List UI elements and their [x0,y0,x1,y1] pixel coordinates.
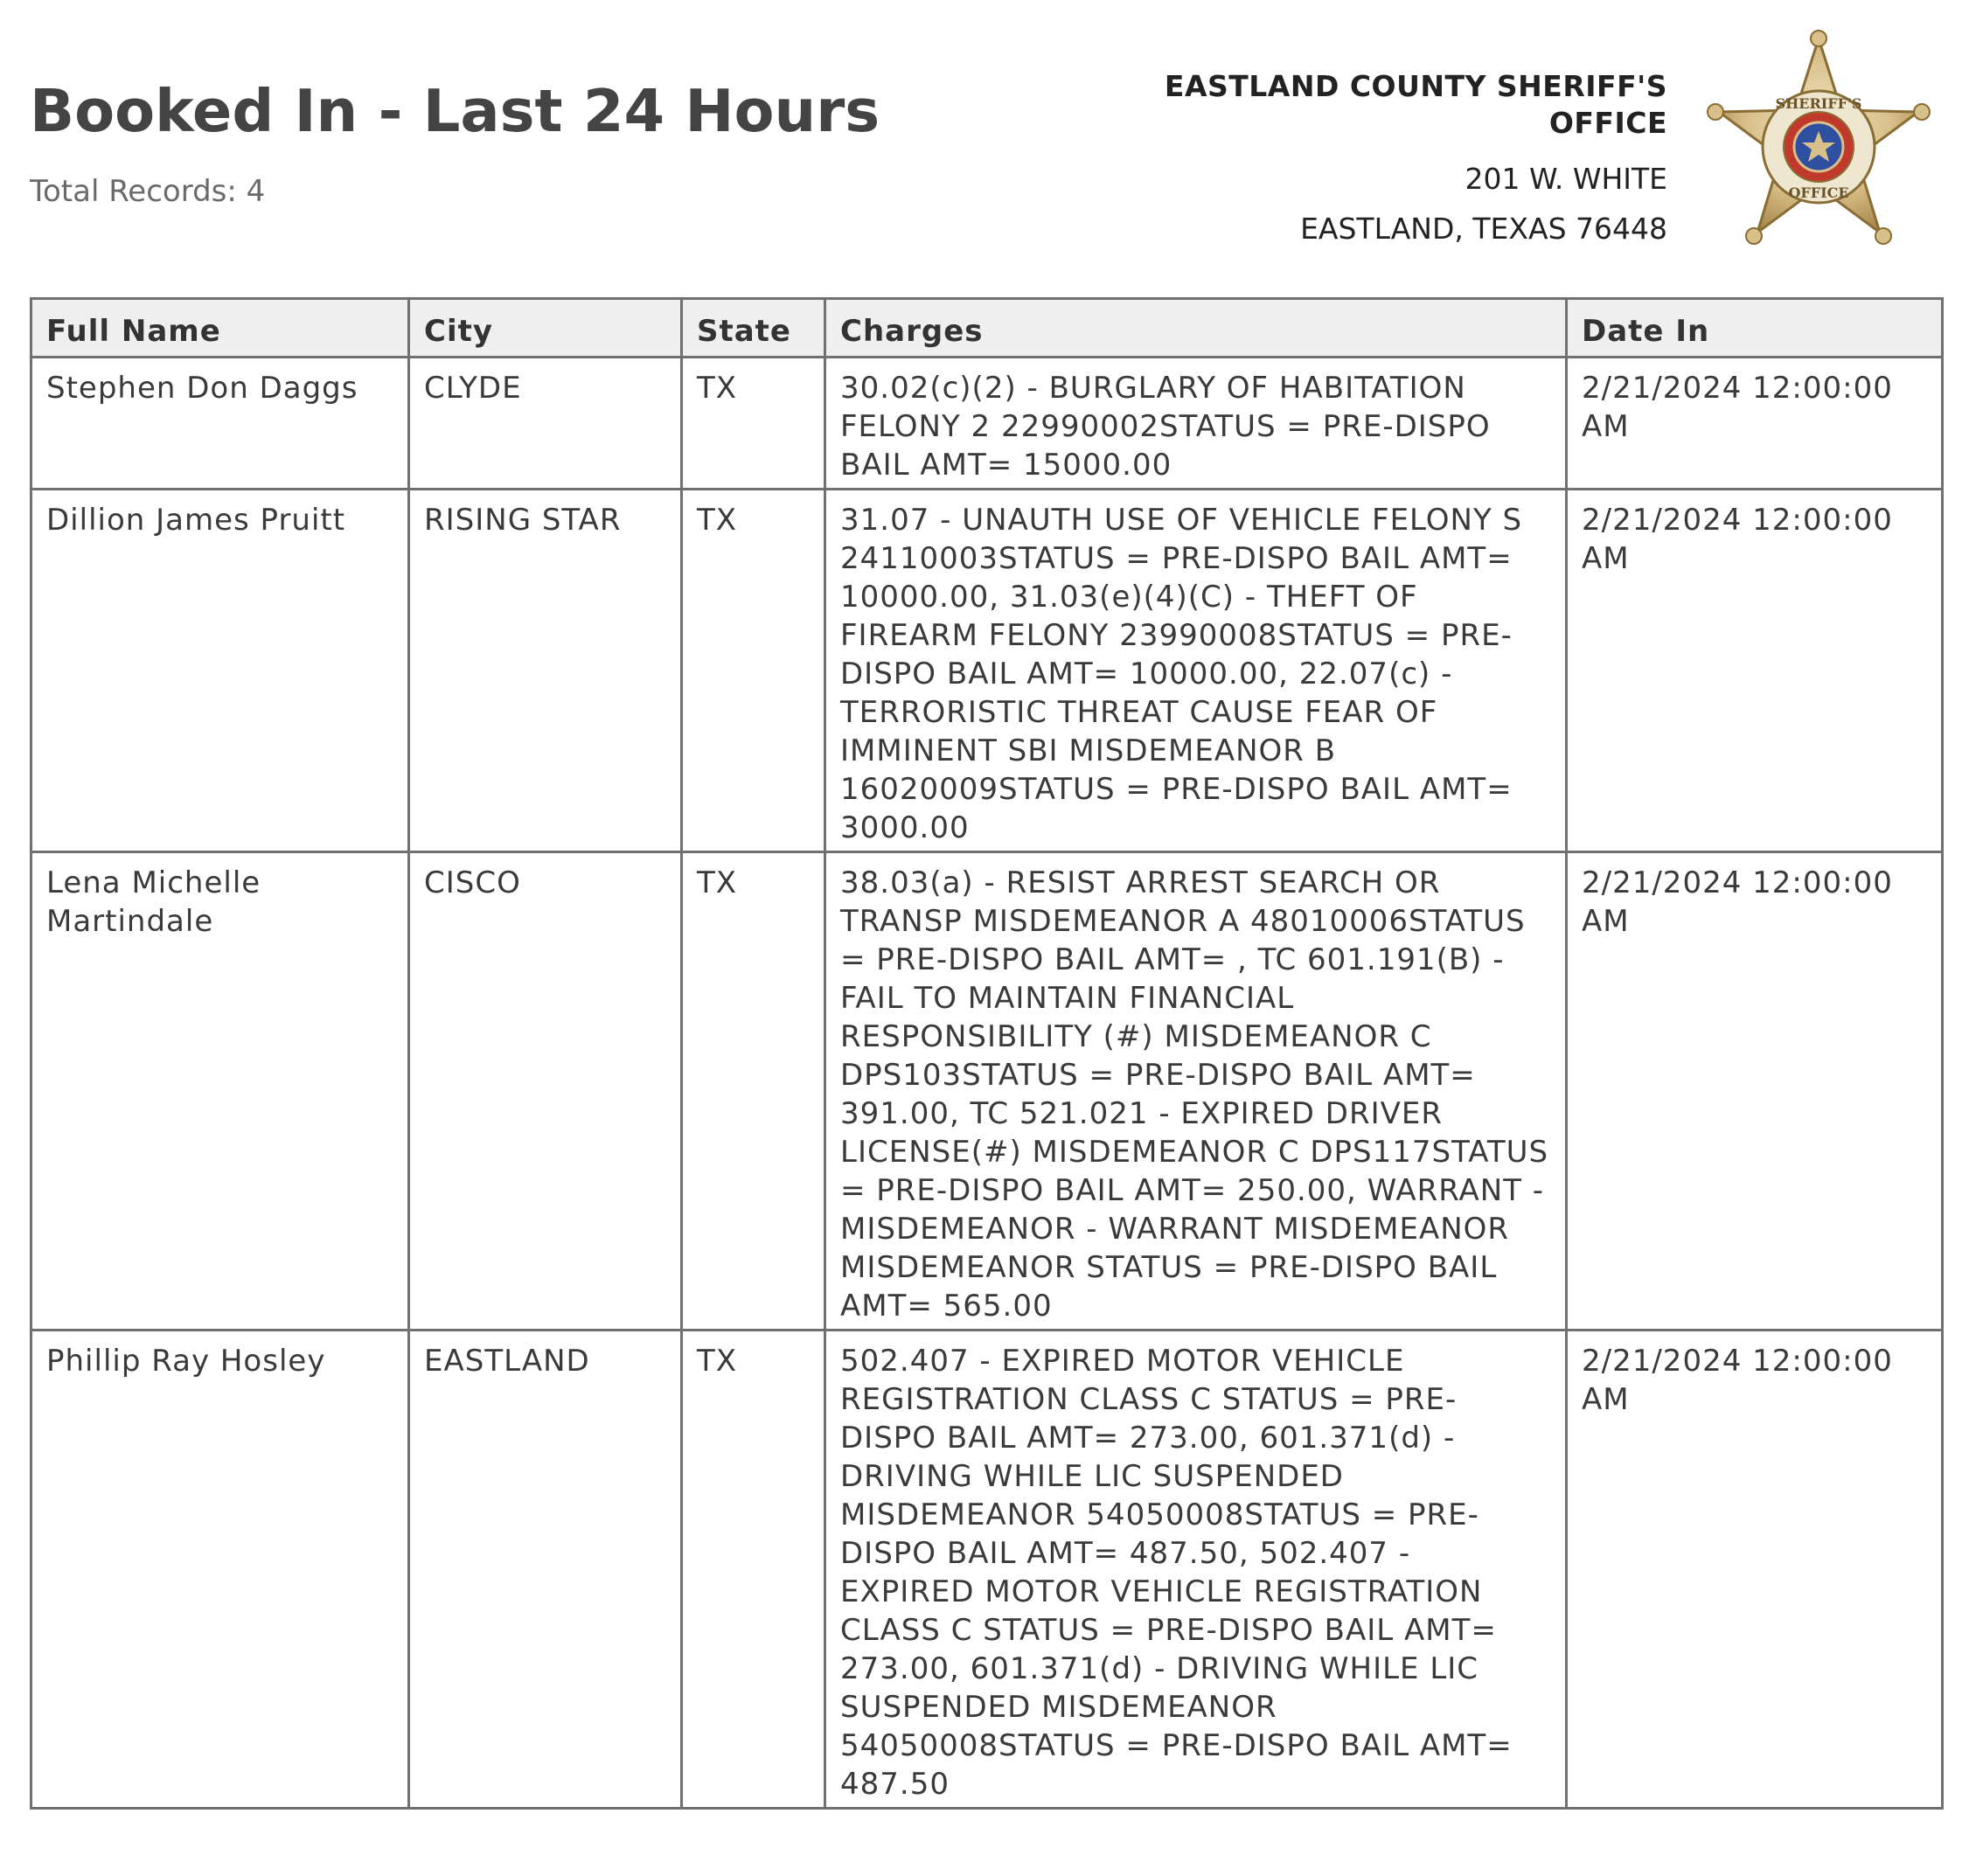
table-row [31,358,1943,490]
cell-city: CLYDE [409,358,682,490]
table-row [31,1331,1943,1809]
table-row [31,852,1943,1331]
cell-full-name: Dillion James Pruitt [31,490,409,852]
cell-date-in: 2/21/2024 12:00:00 AM [1567,358,1943,490]
cell-full-name: Lena Michelle Martindale [31,852,409,1331]
cell-date-in: 2/21/2024 12:00:00 AM [1567,1331,1943,1809]
cell-state: TX [682,490,825,852]
cell-state: TX [682,358,825,490]
cell-city: CISCO [409,852,682,1331]
cell-charges: 502.407 - EXPIRED MOTOR VEHICLE REGISTRATION CLASS C STATUS = PRE-DISPO BAIL AMT= 273.00, 601.371(d) - DRIVING WHILE LIC SUSPENDED MISDEMEANOR 54050008STATUS = PRE-DISPO BAIL AMT= 487.50, 502.407 - EXPIRED MOTOR VEHICLE REGISTRATION CLASS C STATUS = PRE-DISPO BAIL AMT= 273.00, 601.371(d) - DRIVING WHILE LIC SUSPENDED MISDEMEANOR 54050008STATUS = PRE-DISPO BAIL AMT= 487.50 [825,1331,1567,1809]
office-address-line2: EASTLAND, TEXAS 76448 [1300,212,1667,246]
office-info [1090,68,1667,254]
badge-text-top: SHERIFF'S [1775,95,1862,112]
cell-charges: 31.07 - UNAUTH USE OF VEHICLE FELONY S 24110003STATUS = PRE-DISPO BAIL AMT= 10000.00, 31.03(e)(4)(C) - THEFT OF FIREARM FELONY 23990008STATUS = PRE-DISPO BAIL AMT= 10000.00, 22.07(c) - TERRORISTIC THREAT CAUSE FEAR OF IMMINENT SBI MISDEMEANOR B 16020009STATUS = PRE-DISPO BAIL AMT= 3000.00 [825,490,1567,852]
cell-date-in: 2/21/2024 12:00:00 AM [1567,852,1943,1331]
cell-city: EASTLAND [409,1331,682,1809]
table-header-row [31,299,1943,358]
table-row [31,490,1943,852]
column-header-city: City [409,299,682,358]
column-header-charges: Charges [825,299,1567,358]
total-records: Total Records: 4 [30,174,266,209]
cell-full-name: Phillip Ray Hosley [31,1331,409,1809]
office-address [1090,154,1667,254]
cell-charges: 38.03(a) - RESIST ARREST SEARCH OR TRANSP MISDEMEANOR A 48010006STATUS = PRE-DISPO BAIL AMT= , TC 601.191(B) - FAIL TO MAINTAIN FINANCIAL RESPONSIBILITY (#) MISDEMEANOR C DPS103STATUS = PRE-DISPO BAIL AMT= 391.00, TC 521.021 - EXPIRED DRIVER LICENSE(#) MISDEMEANOR C DPS117STATUS = PRE-DISPO BAIL AMT= 250.00, WARRANT - MISDEMEANOR - WARRANT MISDEMEANOR MISDEMEANOR STATUS = PRE-DISPO BAIL AMT= 565.00 [825,852,1567,1331]
column-header-full-name: Full Name [31,299,409,358]
page-title: Booked In - Last 24 Hours [30,77,880,145]
cell-date-in: 2/21/2024 12:00:00 AM [1567,490,1943,852]
office-name: EASTLAND COUNTY SHERIFF'S OFFICE [1164,69,1667,140]
badge-text-bottom: OFFICE [1788,184,1849,201]
office-address-line1: 201 W. WHITE [1465,162,1667,196]
cell-state: TX [682,1331,825,1809]
cell-full-name: Stephen Don Daggs [31,358,409,490]
column-header-state: State [682,299,825,358]
column-header-date-in: Date In [1567,299,1943,358]
cell-city: RISING STAR [409,490,682,852]
cell-charges: 30.02(c)(2) - BURGLARY OF HABITATION FELONY 2 22990002STATUS = PRE-DISPO BAIL AMT= 15000.00 [825,358,1567,490]
sheriff-star-badge-icon [1693,26,1945,268]
bookings-table [30,297,1944,1810]
cell-state: TX [682,852,825,1331]
